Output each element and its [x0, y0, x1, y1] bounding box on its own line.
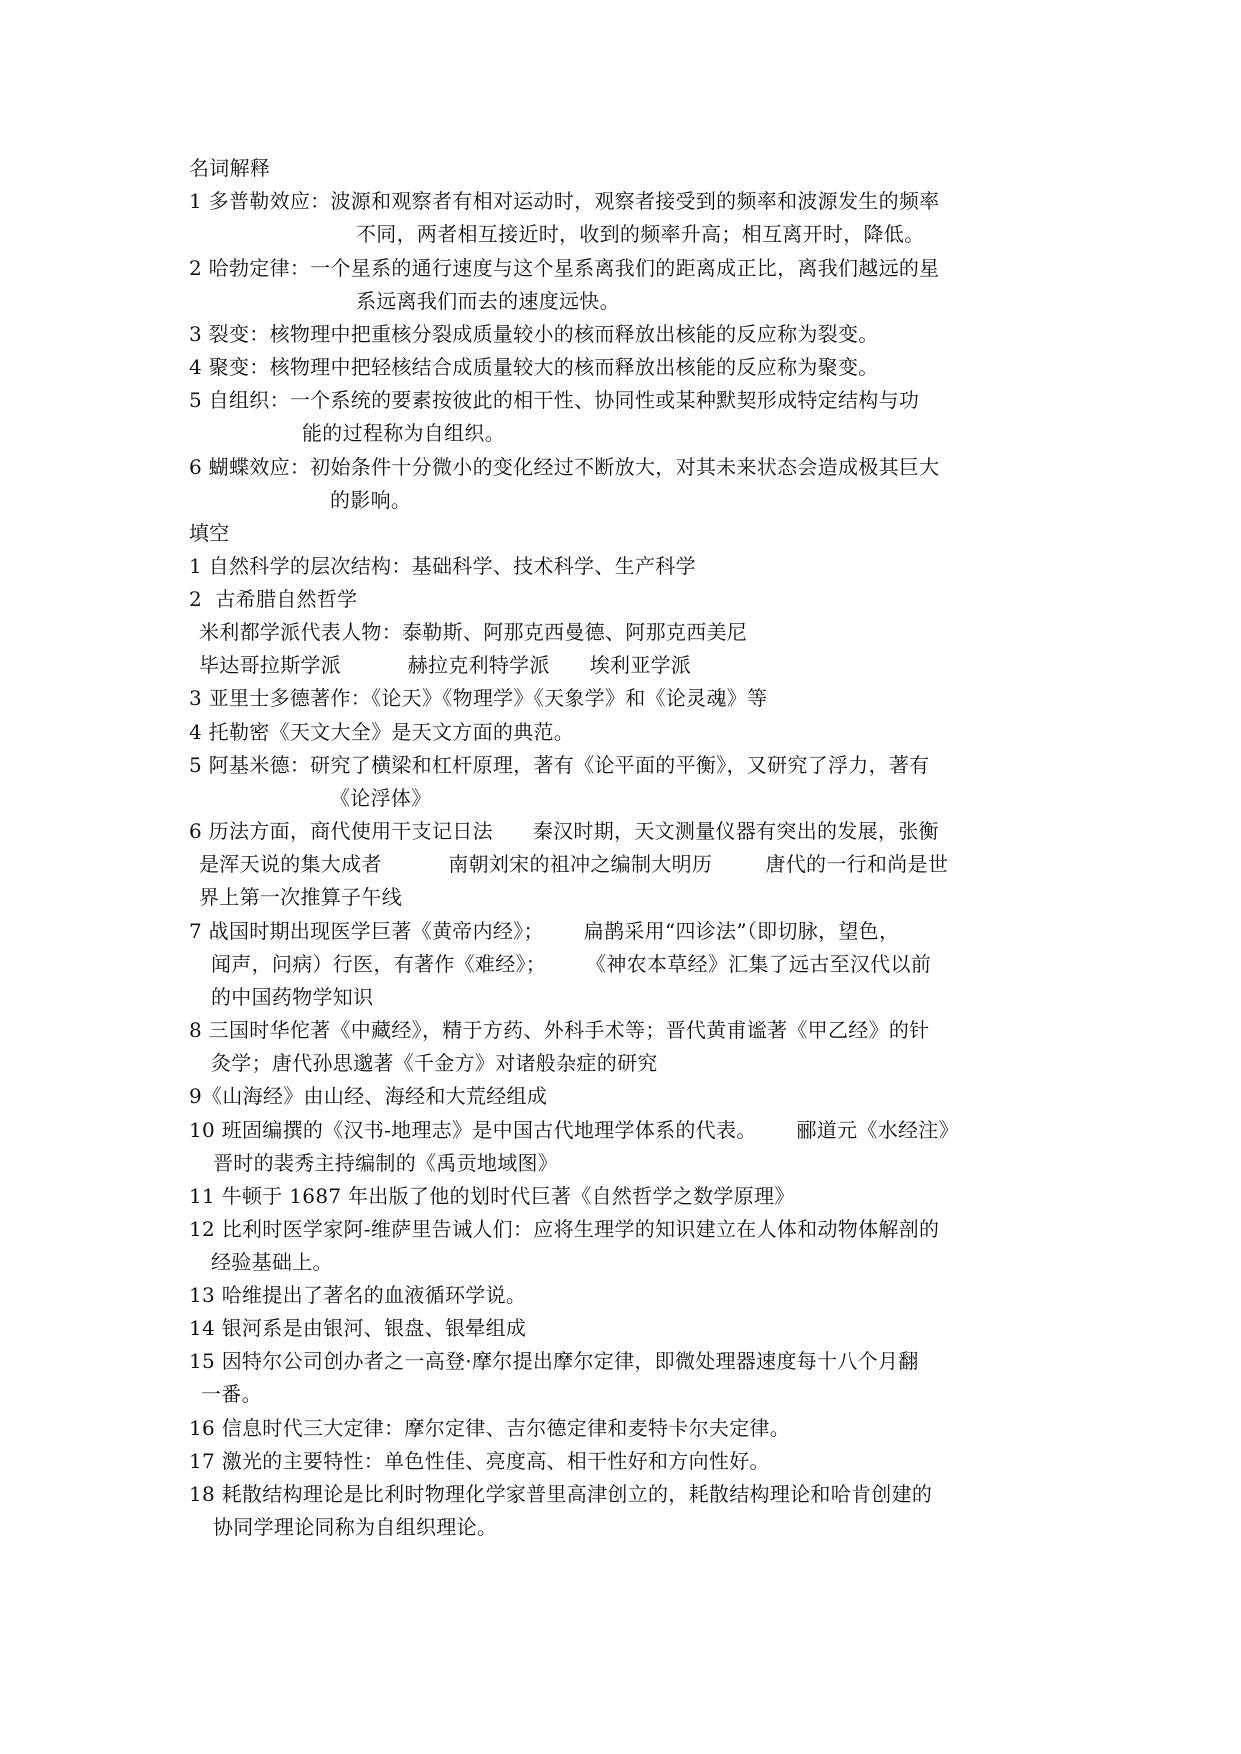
text-line: 3 亚里士多德著作：《论天》《物理学》《天象学》和《论灵魂》等 — [189, 686, 768, 710]
text-line: 的影响。 — [330, 488, 412, 512]
text-line: 2 古希腊自然哲学 — [189, 587, 358, 611]
section-heading-definitions: 名词解释 — [189, 156, 271, 180]
text-line: 不同，两者相互接近时，收到的频率升高；相互离开时，降低。 — [356, 222, 925, 246]
text-line: 灸学；唐代孙思邈著《千金方》对诸般杂症的研究 — [211, 1051, 658, 1075]
text-line: 4 托勒密《天文大全》是天文方面的典范。 — [189, 720, 575, 744]
text-line: 10 班固编撰的《汉书-地理志》是中国古代地理学体系的代表。 郦道元《水经注》 — [189, 1118, 959, 1142]
text-line: 17 激光的主要特性：单色性佳、亮度高、相干性好和方向性好。 — [189, 1449, 770, 1473]
text-line: 毕达哥拉斯学派 赫拉克利特学派 埃利亚学派 — [199, 653, 692, 677]
text-line: 8 三国时华佗著《中藏经》，精于方药、外科手术等；晋代黄甫谧著《甲乙经》的针 — [189, 1018, 930, 1042]
text-line: 5 阿基米德：研究了横梁和杠杆原理，著有《论平面的平衡》，又研究了浮力，著有 — [189, 753, 930, 777]
text-line: 闻声，问病）行医，有著作《难经》； 《神农本草经》汇集了远古至汉代以前 — [211, 952, 932, 976]
text-line: 12 比利时医学家阿-维萨里告诫人们：应将生理学的知识建立在人体和动物体解剖的 — [189, 1217, 940, 1241]
text-line: 晋时的裴秀主持编制的《禹贡地域图》 — [213, 1151, 559, 1175]
text-line: 7 战国时期出现医学巨著《黄帝内经》； 扁鹊采用“四诊法”（即切脉，望色， — [189, 919, 900, 943]
text-line: 5 自组织：一个系统的要素按彼此的相干性、协同性或某种默契形成特定结构与功 — [189, 388, 920, 412]
text-line: 是浑天说的集大成者 南朝刘宋的祖冲之编制大明历 唐代的一行和尚是世 — [199, 852, 949, 876]
text-line: 11 牛顿于 1687 年出版了他的划时代巨著《自然哲学之数学原理》 — [189, 1184, 795, 1208]
text-line: 系远离我们而去的速度远快。 — [356, 289, 620, 313]
text-line: 3 裂变：核物理中把重核分裂成质量较小的核而释放出核能的反应称为裂变。 — [189, 322, 879, 346]
text-line: 2 哈勃定律：一个星系的通行速度与这个星系离我们的距离成正比，离我们越远的星 — [189, 256, 940, 280]
text-line: 能的过程称为自组织。 — [302, 421, 505, 445]
text-line: 9《山海经》由山经、海经和大荒经组成 — [189, 1084, 548, 1108]
text-line: 界上第一次推算子午线 — [199, 885, 402, 909]
text-line: 经验基础上。 — [211, 1250, 333, 1274]
text-line: 米利都学派代表人物：泰勒斯、阿那克西曼德、阿那克西美尼 — [199, 620, 748, 644]
text-line: 6 蝴蝶效应：初始条件十分微小的变化经过不断放大，对其未来状态会造成极其巨大 — [189, 455, 940, 479]
text-line: 14 银河系是由银河、银盘、银晕组成 — [189, 1316, 527, 1340]
text-line: 6 历法方面，商代使用干支记日法 秦汉时期，天文测量仪器有突出的发展，张衡 — [189, 819, 939, 843]
text-line: 16 信息时代三大定律：摩尔定律、吉尔德定律和麦特卡尔夫定律。 — [189, 1416, 791, 1440]
text-line: 一番。 — [201, 1382, 262, 1406]
section-heading-fill-blank: 填空 — [189, 521, 230, 545]
text-line: 《论浮体》 — [330, 786, 432, 810]
text-line: 13 哈维提出了著名的血液循环学说。 — [189, 1283, 527, 1307]
text-line: 4 聚变：核物理中把轻核结合成质量较大的核而释放出核能的反应称为聚变。 — [189, 355, 879, 379]
text-line: 协同学理论同称为自组织理论。 — [213, 1515, 498, 1539]
text-line: 1 多普勒效应：波源和观察者有相对运动时，观察者接受到的频率和波源发生的频率 — [189, 189, 940, 213]
text-line: 15 因特尔公司创办者之一高登·摩尔提出摩尔定律，即微处理器速度每十八个月翻 — [189, 1349, 919, 1373]
text-line: 1 自然科学的层次结构：基础科学、技术科学、生产科学 — [189, 554, 696, 578]
text-line: 的中国药物学知识 — [211, 985, 374, 1009]
text-line: 18 耗散结构理论是比利时物理化学家普里高津创立的，耗散结构理论和哈肯创建的 — [189, 1482, 933, 1506]
